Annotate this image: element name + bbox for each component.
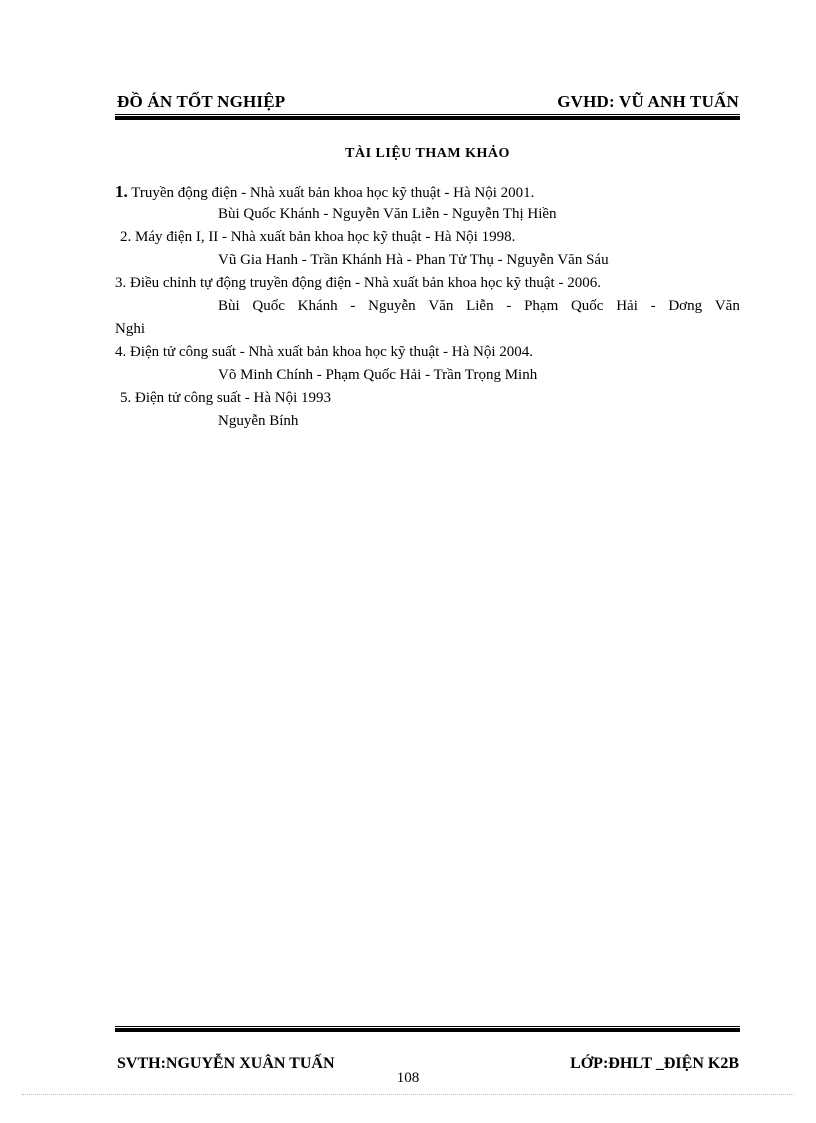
page-header [117,92,739,112]
header-project-title: ĐỒ ÁN TỐT NGHIỆP [117,92,286,111]
reference-number: 2. [120,229,132,245]
author-word: Liễn [466,298,494,314]
author-word: Khánh [297,298,338,314]
page-break-dotted-line [22,1094,794,1095]
reference-item [115,226,740,249]
header-rule-thin [115,114,740,115]
reference-title: Điện tử công suất - Nhà xuất bản khoa học kỹ thuật - Hà Nội 2004. [130,344,534,360]
reference-authors-justified [115,295,740,318]
footer-rule-thick [115,1028,740,1032]
reference-authors: Nguyễn Bính [218,413,299,429]
reference-number: 5. [120,390,132,406]
header-supervisor: GVHD: VŨ ANH TUẤN [557,92,739,111]
reference-authors: Võ Minh Chính - Phạm Quốc Hải - Trần Trọng Minh [218,367,538,383]
reference-item [115,387,740,410]
footer-student: SVTH:NGUYỄN XUÂN TUẤN [117,1055,335,1072]
reference-authors: Vũ Gia Hanh - Trần Khánh Hà - Phan Tử Thụ - Nguyễn Văn Sáu [218,252,609,268]
reference-title: Điều chỉnh tự động truyền động điện - Nhà xuất bản khoa học kỹ thuật - 2006. [130,275,601,291]
page-title: TÀI LIỆU THAM KHẢO [345,146,510,161]
author-word: Dơng [668,298,703,314]
reference-title: Máy điện I, II - Nhà xuất bản khoa học kỹ thuật - Hà Nội 1998. [135,229,516,245]
author-word: Quốc [252,298,285,314]
reference-item [115,272,740,295]
reference-list [115,180,740,433]
author-word: Văn [428,298,454,314]
reference-number: 4. [115,344,127,360]
reference-item [115,180,740,203]
page-number: 108 [396,1070,420,1086]
reference-authors-continued: Nghi [115,321,145,337]
author-word: Văn [714,298,740,314]
reference-number: 1. [115,182,128,201]
author-separator: - [506,298,512,314]
author-word: Nguyễn [368,298,416,314]
reference-item [115,341,740,364]
header-rule-thick [115,116,740,120]
author-word: Phạm [524,298,559,314]
reference-title: Điện tử công suất - Hà Nội 1993 [135,390,332,406]
author-word: Quốc [570,298,604,314]
reference-authors: Bùi Quốc Khánh - Nguyễn Văn Liễn - Nguyễn Thị Hiền [218,206,557,222]
author-word: Bùi [218,298,240,314]
author-word: Hải [616,298,638,314]
author-separator: - [350,298,356,314]
reference-title: Truyền động điện - Nhà xuất bản khoa học kỹ thuật - Hà Nội 2001. [131,185,535,201]
reference-number: 3. [115,275,127,291]
footer-rule-thin [115,1026,740,1027]
author-separator: - [650,298,656,314]
footer-class: LỚP:ĐHLT _ĐIỆN K2B [570,1055,739,1072]
